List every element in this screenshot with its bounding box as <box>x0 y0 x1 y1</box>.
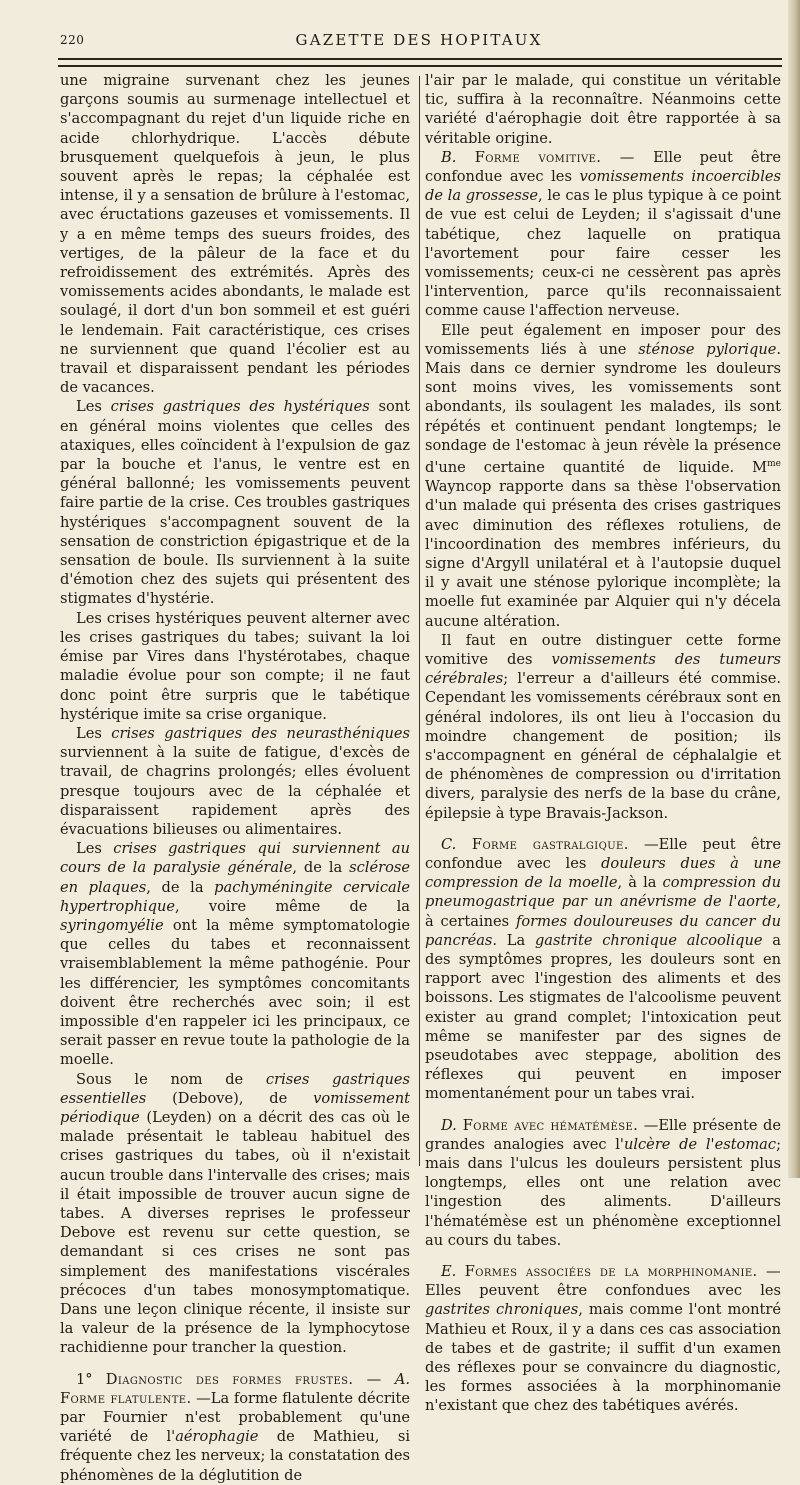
paragraph-paralysie-generale: Les crises gastriques qui surviennent au cours de la paralysie générale, de la sclérose en plaques, de la pachyméningite cervicale hypertrophique, voire même de la syringomyélie ont la même symptomatologie que celles du tabes et reconnaissent vraisemblablement la même pathogénie. Pour les différencier, les symptômes concomitants doivent être recherchés avec soin; il est impossible d'en rappeler ici les principaux, ce serait passer en revue toute la pathologie de la moelle. <box>60 840 410 1069</box>
running-header <box>58 33 780 59</box>
paragraph-hysteriques: Les crises gastriques des hystériques sont en général moins violentes que celles des ataxiques, elles coïncident à l'expulsion de gaz par la bouche et l'anus, le ventre est en général ballonné; les vomissements peuvent faire partie de la crise. Ces troubles gastriques hystériques s'accompagnent souvent de la sensation de constriction épigastrique et de la sensation de boule. Ils surviennent à la suite d'émotion chez des sujets qui présentent des stigmates d'hystérie. <box>60 398 410 608</box>
header-single-rule <box>58 66 782 67</box>
subsection-letter: D. <box>441 1116 457 1134</box>
paragraph-hysterotabes: Les crises hystériques peuvent alterner avec les crises gastriques du tabes; suivant la loi émise par Vires dans l'hystérotabes, chaque maladie évolue pour son compte; il ne faut donc point être surpris que le tabétique hystérique imite sa crise organique. <box>60 609 410 723</box>
subsection-heading: Forme vomitive. — <box>456 148 654 166</box>
subsection-heading: Formes associées de la morphinomanie. — <box>456 1263 781 1281</box>
section-number: 1° <box>76 1370 93 1388</box>
paragraph-stenose-pylorique: Elle peut également en imposer pour des vomissements liés à une sténose pylorique. Mais dans ce dernier syndrome les douleurs sont moins vives, les vomissements sont abondants, ils soulagent les malades, ils sont répétés et continuent pendant longtemps; le sondage de l'estomac à jeun révèle la présence d'une certaine quantité de liquide. $M^{me}$ Wayncop rapporte dans sa thèse l'observation d'un malade qui présenta des crises gastriques avec diminution des réflexes rotuliens, de l'incoordination des membres inférieurs, du signe d'Argyll unilatéral et à l'autopsie duquel il y avait une sténose pylorique incomplète; la moelle fut examinée par Alquier qui n'y décela aucune altération. <box>425 321 781 630</box>
journal-title: GAZETTE DES HOPITAUX <box>295 31 543 49</box>
subsection-heading: Forme gastralgique. <box>456 835 629 853</box>
subsection-heading: Forme avec hématémèse. <box>456 1116 639 1134</box>
paragraph-migraine: une migraine survenant chez les jeunes garçons soumis au surmenage intellectuel et s'accompagnant du rejet d'un liquide riche en acide chlorhydrique. L'accès débute brusquement quelquefois à jeun, le plus souvent après le repas; la céphalée est intense, il y a sensation de brûlure à l'estomac, avec éructations gazeuses et vomissements. Il y a en même temps des sueurs froides, des vertiges, de la pâleur de la face et du refroidissement des extrémités. Après des vomissements acides abondants, le malade est soulagé, il dort d'un bon sommeil et est guéri le lendemain. Fait caractéristique, ces crises ne surviennent que quand l'écolier est au travail et disparaissent pendant les périodes de vacances. <box>60 72 410 397</box>
section-heading: Diagnostic des formes frustes. — <box>92 1370 395 1388</box>
page-number: 220 <box>60 33 85 47</box>
subsection-letter: B. <box>441 148 457 166</box>
paragraph-aerophagie: l'air par le malade, qui constitue un véritable tic, suffira à la reconnaître. Néanmoins cette variété d'aérophagie doit être rapportée à sa véritable origine. <box>425 72 781 147</box>
paragraph-forme-gastralgique: C. Forme gastralgique. —Elle peut être confondue avec les douleurs dues à une compression de la moelle, à la compression du pneumogastrique par un anévrisme de l'aorte, à certaines formes douloureuses du cancer du pancréas. La gastrite chronique alcoolique a des symptômes propres, les douleurs sont en rapport avec l'ingestion des aliments et des boissons. Les stigmates de l'alcoolisme peuvent exister au grand complet; l'intoxication peut même se manifester par des signes de pseudotabes avec steppage, abolition des réflexes qui peuvent en imposer momentanément pour un tabes vrai. <box>425 835 782 1103</box>
page-edge-shadow <box>788 0 800 1178</box>
subsection-letter: C. <box>441 835 457 853</box>
subsection-letter: E. <box>441 1263 457 1281</box>
paragraph-forme-vomitive: B. Forme vomitive. — Elle peut être confondue avec les vomissements incoercibles de la grossesse, le cas le plus typique à ce point de vue est celui de Leyden; il s'agissait d'une tabétique, chez laquelle on pratiqua l'avortement pour faire cesser les vomissements; ceux-ci ne cessèrent pas après l'intervention, parce qu'ils reconnaissaient comme cause l'affection nerveuse. <box>425 148 782 320</box>
header-double-rule <box>58 58 782 66</box>
paragraph-crises-essentielles: Sous le nom de crises gastriques essentielles (Debove), de vomissement périodique (Leyden) on a décrit des cas où le malade présentait le tableau habituel des crises gastriques du tabes, où il n'existait aucun trouble dans l'intervalle des crises; mais il était impossible de trouver aucun signe de tabes. A diverses reprises le professeur Debove est revenu sur cette question, se demandant si ces crises ne sont pas simplement des manifestations viscérales précoces d'un tabes monosymptomatique. Dans une leçon clinique récente, il insiste sur la valeur de la présence de la lymphocytose rachidienne pour trancher la question. <box>60 1070 410 1357</box>
left-column <box>60 71 410 1485</box>
paragraph-neurasthenie: Les crises gastriques des neurasthéniques surviennent à la suite de fatigue, d'excès de travail, de chagrins prolongés; elles évoluent presque toujours avec de la céphalée et disparaissent rapidement après des évacuations bilieuses ou alimentaires. <box>60 724 410 838</box>
right-column <box>425 71 781 1416</box>
column-divider <box>419 76 420 1166</box>
subsection-letter: A. <box>394 1370 410 1388</box>
paragraph-formes-frustes: 1° Diagnostic des formes frustes. — A. Forme flatulente. —La forme flatulente décrite par Fournier n'est probablement qu'une variété de l'aérophagie de Mathieu, si fréquente chez les nerveux; la constatation des phénomènes de la déglutition de <box>60 1370 410 1484</box>
subsection-heading: Forme flatulente. <box>60 1389 192 1407</box>
paragraph-morphinomanie: E. Formes associées de la morphinomanie. — Elles peuvent être confondues avec les gastrites chroniques, mais comme l'ont montré Mathieu et Roux, il y a dans ces cas association de tabes et de gastrite; il suffit d'un examen des réflexes pour se convaincre du diagnostic, les formes associées à la morphinomanie n'existant que chez des tabétiques avérés. <box>425 1263 781 1415</box>
paragraph-tumeurs-cerebrales: Il faut en outre distinguer cette forme vomitive des vomissements des tumeurs cérébrales; l'erreur a d'ailleurs été commise. Cependant les vomissements cérébraux sont en général indolores, ils ont lieu à l'occasion du moindre changement de position; ils s'accompagnent en général de céphalalgie et de phénomènes de compression ou d'irritation divers, paralysie des nerfs de la base du crâne, épilepsie à type Bravais-Jackson. <box>425 631 781 822</box>
paragraph-hematemese: D. Forme avec hématémèse. —Elle présente de grandes analogies avec l'ulcère de l'estomac; mais dans l'ulcus les douleurs persistent plus longtemps, elles ont une relation avec l'ingestion des aliments. D'ailleurs l'hématémèse est un phénomène exceptionnel au cours du tabes. <box>425 1116 781 1249</box>
